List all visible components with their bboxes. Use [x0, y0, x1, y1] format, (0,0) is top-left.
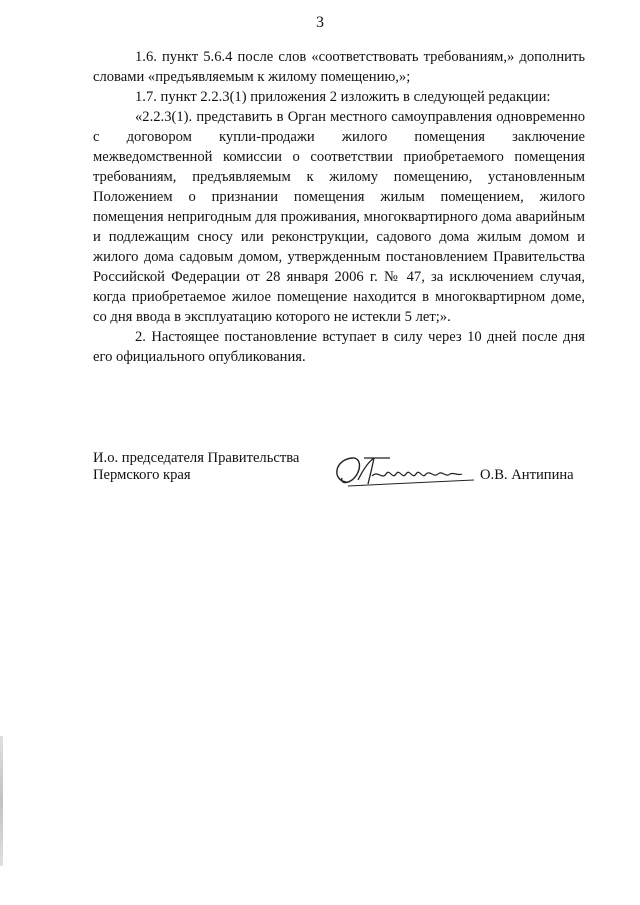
- signature-block: [93, 450, 593, 484]
- paragraph-2-2-3-1: «2.2.3(1). представить в Орган местного самоуправления одновременно с договором купли-продажи жилого помещения заключение межведомственной комиссии о соответствии приобретаемого помещения требованиям, предъявляемым к жилому помещению, установленным Положением о признании помещения жилым помещением, жилого помещения непригодным для проживания, многоквартирного дома аварийным и подлежащим сносу или реконструкции, садового дома жилым домом и жилого дома садовым домом, утвержденным постановлением Правительства Российской Федерации от 28 января 2006 г. № 47, за исключением случая, когда приобретаемое жилое помещение находится в многоквартирном доме, со дня ввода в эксплуатацию которого не истекли 5 лет;».: [93, 109, 585, 325]
- document-body: [93, 47, 585, 367]
- paragraph-1-6: 1.6. пункт 5.6.4 после слов «соответствовать требованиям,» дополнить словами «предъявляемым к жилому помещению,»;: [93, 49, 585, 85]
- scan-edge-mark: [0, 736, 3, 866]
- signatory-title-line1: И.о. председателя Правительства: [93, 450, 300, 466]
- paragraph-2: 2. Настоящее постановление вступает в силу через 10 дней после дня его официального опубликования.: [93, 329, 585, 365]
- page-number: 3: [316, 14, 324, 31]
- signatory-name: О.В. Антипина: [480, 467, 574, 483]
- paragraph-1-7: 1.7. пункт 2.2.3(1) приложения 2 изложить в следующей редакции:: [135, 89, 551, 105]
- handwritten-signature: [328, 452, 478, 492]
- signatory-title-line2: Пермского края: [93, 467, 191, 483]
